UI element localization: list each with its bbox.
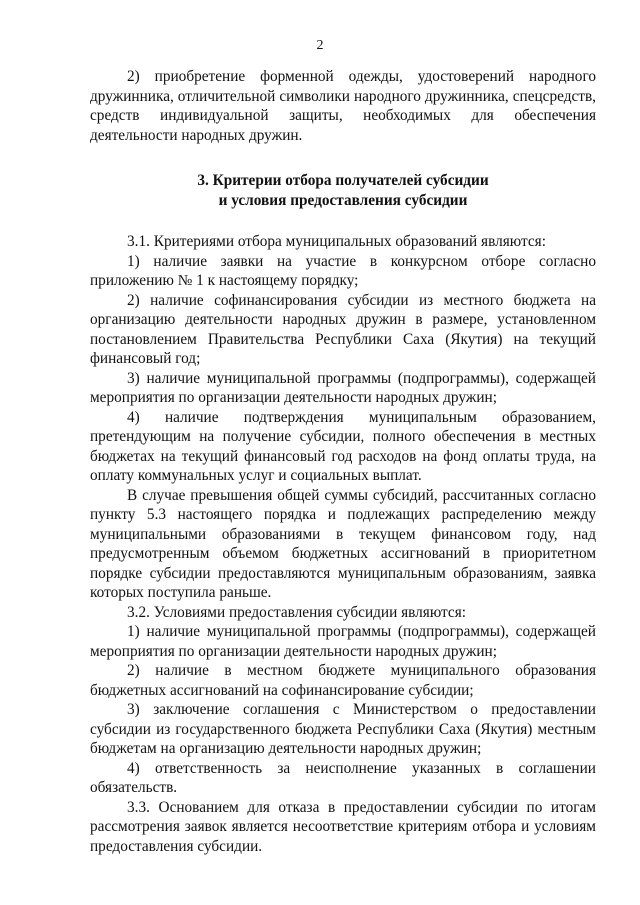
document-body xyxy=(90,67,596,856)
intro-paragraph: 2) приобретение форменной одежды, удостоверений народного дружинника, отличительной символики народного дружинника, спецсредств, средств индивидуальной защиты, необходимых для обеспечения деятельности народных дружин. xyxy=(90,68,596,144)
paragraph-3-3: 3.3. Основанием для отказа в предоставлении субсидии по итогам рассмотрения заявок является несоответствие критериям отбора и условиям предоставления субсидии. xyxy=(90,798,596,855)
criterion-4: 4) наличие подтверждения муниципальным образованием, претендующим на получение субсидии, полного обеспечения в местных бюджетах на текущий финансовый год расходов на фонд оплаты труда, на оплату коммунальных услуг и социальных выплат. xyxy=(90,408,596,484)
paragraph-3-2: 3.2. Условиями предоставления субсидии являются: xyxy=(127,603,467,621)
criterion-2: 2) наличие софинансирования субсидии из местного бюджета на организацию деятельности народных дружин в размере, установленном постановлением Правительства Республики Саха (Якутия) на текущий финансовый год; xyxy=(90,291,596,367)
page-number: 2 xyxy=(316,38,324,53)
condition-2: 2) наличие в местном бюджете муниципального образования бюджетных ассигнований на софинансирование субсидии; xyxy=(90,662,596,699)
condition-3: 3) заключение соглашения с Министерством о предоставлении субсидии из государственного бюджета Республики Саха (Якутия) местным бюджетам на организацию деятельности народных дружин; xyxy=(90,701,596,757)
condition-4: 4) ответственность за неисполнение указанных в соглашении обязательств. xyxy=(90,759,596,796)
section-title-line1: 3. Критерии отбора получателей субсидии xyxy=(197,172,489,189)
section-title xyxy=(90,171,596,210)
section-title-line2: и условия предоставления субсидии xyxy=(218,191,468,209)
condition-1: 1) наличие муниципальной программы (подпрограммы), содержащей мероприятия по организации деятельности народных дружин; xyxy=(90,623,596,660)
paragraph-3-1: 3.1. Критериями отбора муниципальных образований являются: xyxy=(127,233,546,250)
criterion-1: 1) наличие заявки на участие в конкурсном отборе согласно приложению № 1 к настоящему порядку; xyxy=(90,252,596,289)
criterion-3: 3) наличие муниципальной программы (подпрограммы), содержащей мероприятия по организации деятельности народных дружин; xyxy=(90,369,596,406)
excess-clause: В случае превышения общей суммы субсидий, рассчитанных согласно пункту 5.3 настоящего порядка и подлежащих распределению между муниципальными образованиями в текущем финансовом году, над предусмотренным объемом бюджетных ассигнований в приоритетном порядке субсидии предоставляются муниципальным образованиям, заявка которых поступила раньше. xyxy=(90,486,596,601)
